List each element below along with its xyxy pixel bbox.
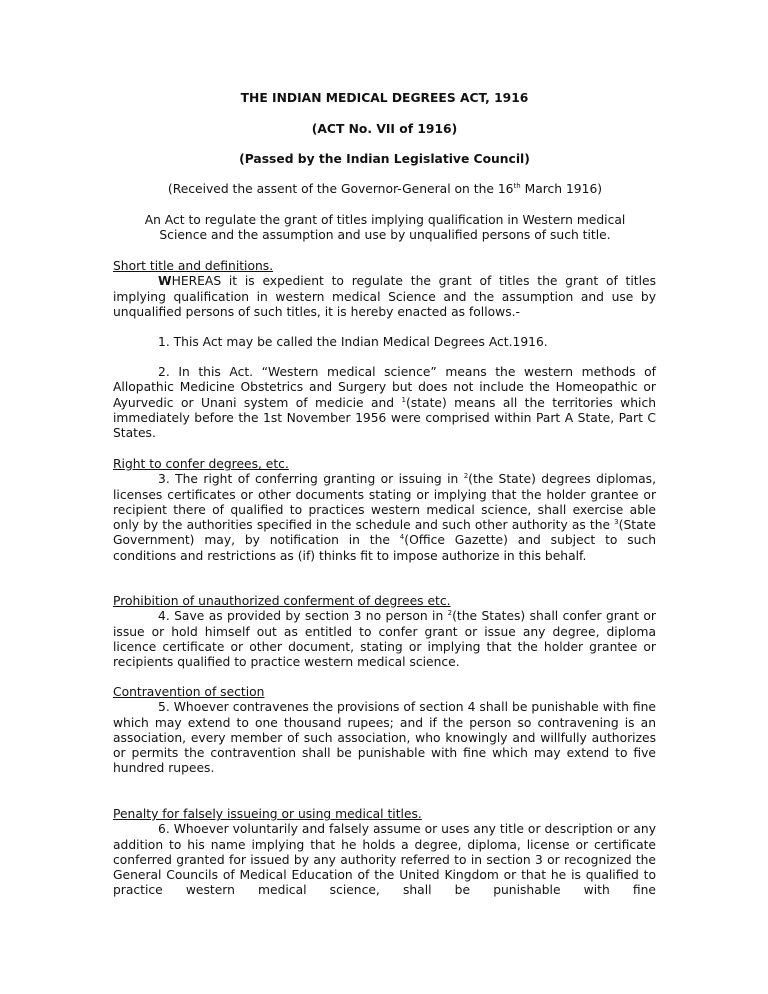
act-number: (ACT No. VII of 1916) (311, 122, 458, 136)
section-6: 6. Whoever voluntarily and falsely assume or uses any title or description or any addition to his name implying that he holds a degree, diploma, license or certificate conferred granted for issued by any authority referred to in section 3 or recognized the General Councils of Medical Education of the United Kingdom or that he is qualified to practice western medical science, shall be punishable with fine (113, 822, 656, 898)
section-prohibition (113, 594, 656, 670)
passed-by: (Passed by the Indian Legislative Council) (239, 152, 530, 166)
heading-contravention: Contravention of section (113, 685, 265, 699)
act-title: THE INDIAN MEDICAL DEGREES ACT, 1916 (240, 91, 529, 105)
heading-penalty: Penalty for falsely issueing or using medical titles. (113, 807, 422, 821)
preamble: An Act to regulate the grant of titles implying qualification in Western medical Science and the assumption and use by unqualified persons of such title. (144, 213, 626, 243)
heading-prohibition: Prohibition of unauthorized conferment of degrees etc. (113, 594, 451, 608)
heading-short-title: Short title and definitions. (113, 259, 274, 273)
section-penalty (113, 807, 656, 899)
section-5: 5. Whoever contravenes the provisions of section 4 shall be punishable with fine which may extend to one thousand rupees; and if the person so contravening is an association, every member of such association, who knowingly and willfully authorizes or permits the contravention shall be punishable with fine which may extend to five hundred rupees. (113, 700, 656, 776)
heading-right-to-confer: Right to confer degrees, etc. (113, 457, 289, 471)
section-short-title (113, 259, 656, 320)
section-3: 3. The right of conferring granting or issuing in $^2$(the State) degrees diplomas, licenses certificates or other documents stating or implying that the holder grantee or recipient there of qualified to practices western medical science, shall exercise able only by the authorities specified in the schedule and such other authority as the $^3$(State Government) may, by notification in the $^4$(Office Gazette) and subject to such conditions and restrictions as (if) thinks fit to impose authorize in this behalf. (113, 472, 656, 563)
section-4: 4. Save as provided by section 3 no person in $^2$(the States) shall confer grant or issue or hold himself out as entitled to confer grant or issue any degree, diploma licence certificate or other document, stating or implying that the holder grantee or recipients qualified to practice western medical science. (113, 609, 656, 670)
section-right-to-confer (113, 457, 656, 564)
section-1: 1. This Act may be called the Indian Medical Degrees Act.1916. (158, 335, 548, 349)
assent-line: (Received the assent of the Governor-General on the 16th March 1916) (167, 182, 603, 196)
section-contravention (113, 685, 656, 777)
section-2: 2. In this Act. “Western medical science” means the western methods of Allopathic Medicine Obstetrics and Surgery but does not include the Homeopathic or Ayurvedic or Unani system of medicie and $^1$(state) means all the territories which immediately before the 1st November 1956 were comprised within Part A State, Part C States. (113, 365, 656, 441)
whereas-paragraph: WHEREAS it is expedient to regulate the grant of titles the grant of titles implying qualification in western medical Science and the assumption and use by unqualified persons of such titles, it is hereby enacted as follows.- (113, 274, 656, 319)
